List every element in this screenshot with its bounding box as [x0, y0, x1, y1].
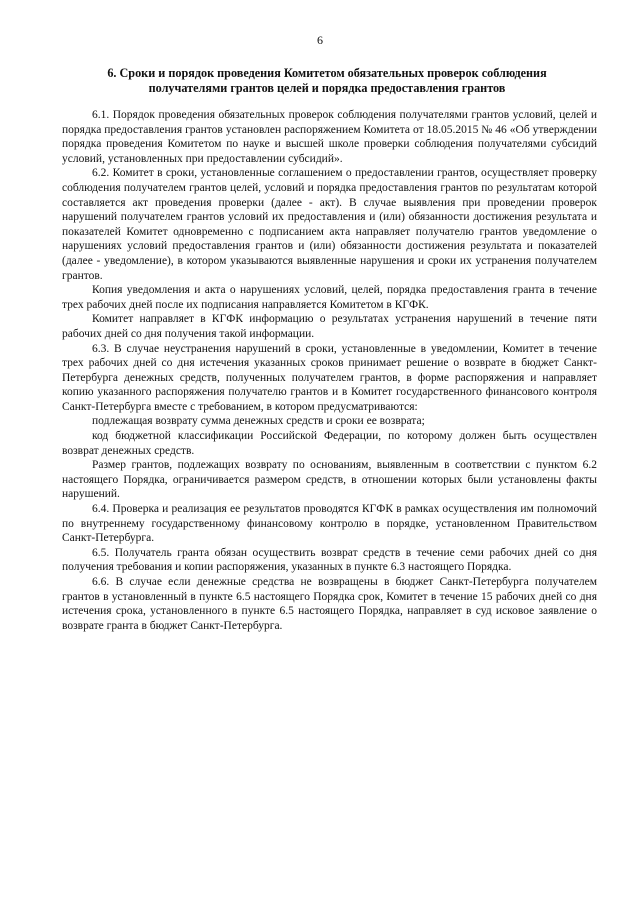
paragraph-6-6: 6.6. В случае если денежные средства не возвращены в бюджет Санкт-Петербурга получателем грантов в установленный в пункте 6.5 настоящего Порядка срок, Комитет в течение 15 рабочих дней со дня истечения срока, установленного в пункте 6.5 настоящего Порядка, направляет в суд исковое заявление о возврате гранта в бюджет Санкт-Петербурга.: [62, 576, 597, 632]
paragraph-grant-size: Размер грантов, подлежащих возврату по основаниям, выявленным в соответствии с пунктом 6.2 настоящего Порядка, ограничивается размером средств, в отношении которых были установлены факты нарушений.: [62, 459, 597, 501]
section-heading: 6. Сроки и порядок проведения Комитетом обязательных проверок соблюдения получателями грантов целей и порядка предоставления грантов: [107, 66, 547, 95]
paragraph-6-5: 6.5. Получатель гранта обязан осуществить возврат средств в течение семи рабочих дней со дня получения требования и копии распоряжения, указанных в пункте 6.3 настоящего Порядка.: [62, 546, 597, 574]
paragraph-copy-notice: Копия уведомления и акта о нарушениях условий, целей, порядка предоставления гранта в течение трех рабочих дней после их подписания направляется Комитетом в КГФК.: [62, 284, 597, 311]
list-item-budget-code: код бюджетной классификации Российской Федерации, по которому должен быть осуществлен возврат денежных средств.: [62, 430, 597, 457]
paragraph-6-2: 6.2. Комитет в сроки, установленные соглашением о предоставлении грантов, осуществляет проверку соблюдения получателем грантов целей, условий и порядка предоставления грантов по результатам которой составляется акт проведения проверки (далее - акт). В случае выявления при проведении проверок нарушений получателем грантов условий их предоставления и (или) обязанности достижения результата и показателей Комитет одновременно с подписанием акта направляет получателю грантов уведомление о нарушениях условий предоставления грантов и (или) обязанности достижения результата и показателей (далее - уведомление), в котором указываются выявленные нарушения и сроки их устранения получателем грантов.: [62, 167, 597, 282]
paragraph-6-3: 6.3. В случае неустранения нарушений в сроки, установленные в уведомлении, Комитет в течение трех рабочих дней со дня истечения указанных сроков принимает решение о возврате в бюджет Санкт-Петербурга денежных средств, полученных получателем грантов, в форме распоряжения и направляет копию указанного распоряжения получателю грантов и в Комитет государственного финансового контроля Санкт-Петербурга вместе с требованием, в котором предусматриваются:: [62, 342, 597, 413]
page-number: 6: [317, 33, 323, 47]
list-item-refund-amount: подлежащая возврату сумма денежных средств и сроки ее возврата;: [92, 415, 425, 428]
paragraph-kgfk-info: Комитет направляет в КГФК информацию о результатах устранения нарушений в течение пяти рабочих дней со дня получения такой информации.: [62, 313, 597, 340]
paragraph-6-1: 6.1. Порядок проведения обязательных проверок соблюдения получателями грантов условий, целей и порядка предоставления грантов установлен распоряжением Комитета от 18.05.2015 № 46 «Об утверждении порядка проведения Комитетом по науке и высшей школе проверки соблюдения получателями субсидий условий, установленных при предоставлении субсидий».: [62, 109, 597, 165]
paragraph-6-4: 6.4. Проверка и реализация ее результатов проводятся КГФК в рамках осуществления им полномочий по внутреннему государственному финансовому контролю в порядке, установленном Правительством Санкт-Петербурга.: [62, 503, 597, 545]
document-body: [62, 108, 597, 633]
